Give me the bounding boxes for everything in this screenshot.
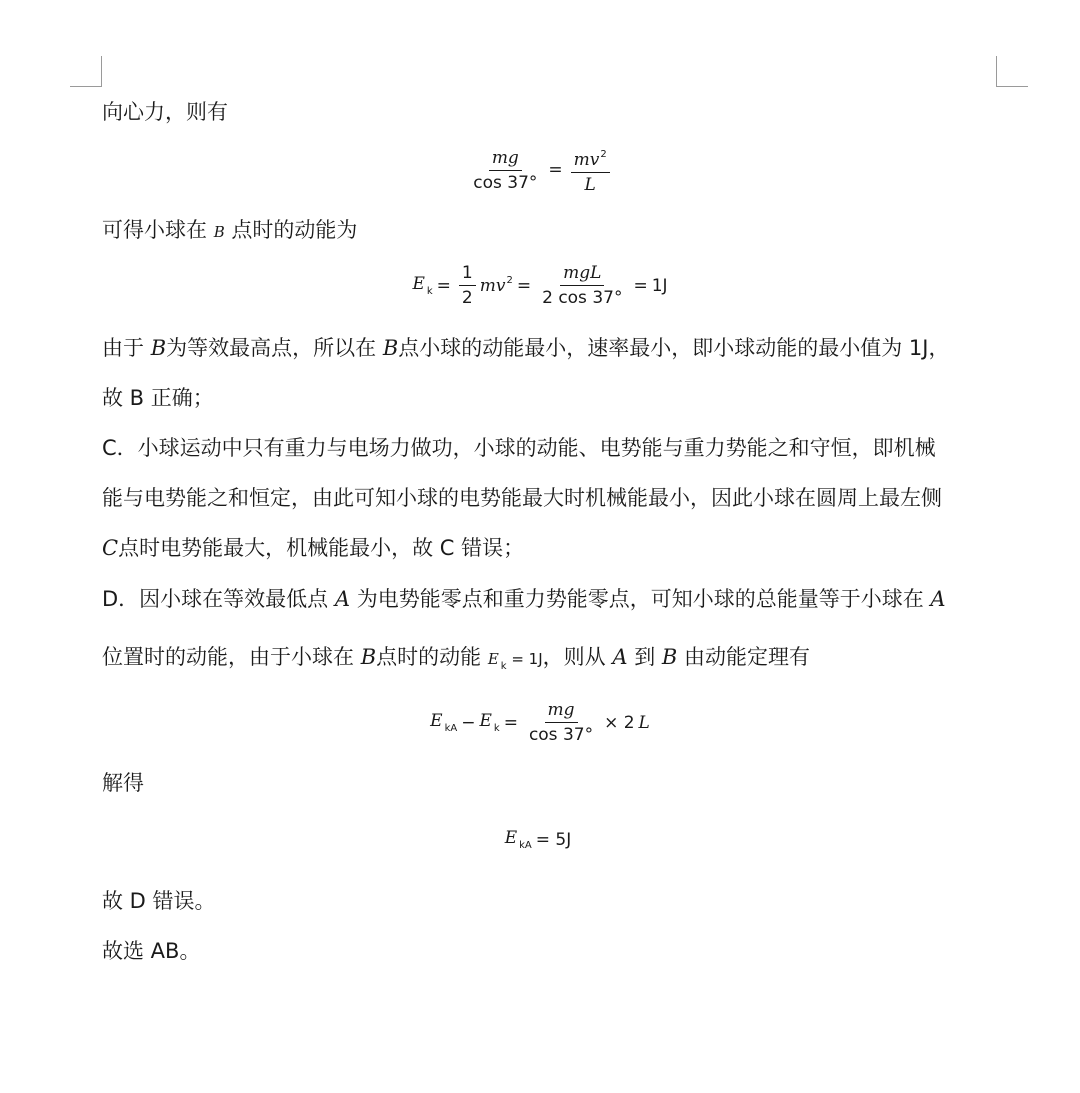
equation-work-energy (0, 700, 1080, 745)
symbol-b: B (213, 223, 225, 241)
denominator: 2 (461, 288, 473, 308)
numerator: mg (545, 700, 578, 723)
inline-ek-formula (487, 650, 543, 672)
symbol-e: E (430, 711, 443, 731)
symbol-c: C (102, 536, 119, 560)
symbol-e: E (479, 711, 492, 731)
equals-sign: = (503, 712, 518, 733)
text-line-option-d-2 (102, 642, 810, 682)
symbol-b: B (360, 645, 377, 669)
term-mv: mv (479, 276, 506, 296)
equation-centripetal (0, 145, 1080, 195)
symbol-b: B (150, 336, 167, 360)
subscript: kA (444, 723, 458, 734)
equals-sign: = (516, 275, 532, 296)
result: = 5J (535, 829, 572, 850)
symbol-b: B (382, 336, 399, 360)
text-line-answer: 故选 AB。 (102, 939, 201, 963)
fraction-left (470, 148, 540, 193)
equals-sign: = (633, 275, 648, 296)
fraction-right (571, 145, 610, 195)
subscript: kA (519, 840, 532, 851)
formula-rest: = 1J (511, 650, 543, 668)
equals-sign: = (548, 160, 563, 180)
exponent: 2 (506, 275, 513, 286)
text-segment: 点时的动能 (376, 645, 482, 669)
text-segment: 由于 (102, 336, 144, 360)
equation-kinetic-energy-b (0, 263, 1080, 308)
text-line-d-wrong: 故 D 错误。 (102, 889, 216, 913)
symbol-b: B (661, 645, 678, 669)
text-line-b-correct: 故 B 正确； (102, 386, 214, 410)
text-segment: 为等效最高点，所以在 (166, 336, 377, 360)
numerator: 1 (459, 263, 476, 286)
subscript: k (426, 286, 433, 297)
result: 1J (651, 275, 668, 296)
text-line-solve: 解得 (102, 771, 144, 795)
text-line-kinetic-energy (102, 215, 357, 247)
text-line-min-kinetic (102, 333, 949, 363)
text-segment: 由动能定理有 (684, 645, 811, 669)
equals-sign: = (436, 275, 451, 296)
symbol-l: L (638, 712, 650, 733)
text-segment: 点时的动能为 (231, 218, 358, 242)
fraction-mgl (539, 263, 625, 308)
text-segment: D．因小球在等效最低点 (102, 587, 329, 611)
text-line-option-c-3 (102, 533, 524, 563)
text-line-option-c-2: 能与电势能之和恒定，由此可知小球的电势能最大时机械能最小，因此小球在圆周上最左侧 (102, 486, 942, 510)
text-segment: ，则从 (542, 645, 606, 669)
text-segment: 为电势能零点和重力势能零点，可知小球的总能量等于小球在 (356, 587, 924, 611)
text-line-option-d-1 (102, 584, 946, 614)
numerator: mg (489, 148, 522, 171)
text-line-centripetal: 向心力，则有 (102, 100, 228, 124)
symbol-a: A (612, 645, 628, 669)
denominator: cos 37° (528, 725, 594, 745)
equation-result (0, 828, 1080, 851)
numerator: mgL (560, 263, 604, 286)
symbol-e: E (412, 274, 425, 294)
text-segment: 到 (634, 645, 656, 669)
denominator: cos 37° (473, 172, 538, 193)
fraction-mg (526, 700, 596, 745)
text-line-option-c-1: C．小球运动中只有重力与电场力做功，小球的动能、电势能与重力势能之和守恒，即机械 (102, 436, 936, 460)
exponent: 2 (600, 149, 607, 160)
denominator: 2 cos 37° (542, 288, 623, 308)
text-segment: 点时电势能最大，机械能最小，故 C 错误； (118, 536, 525, 560)
text-segment: 位置时的动能，由于小球在 (102, 645, 354, 669)
subscript: k (500, 661, 507, 672)
symbol-e: E (487, 650, 499, 668)
numerator: mv (573, 150, 600, 170)
fraction-half (459, 263, 476, 308)
denominator: L (584, 175, 596, 195)
subscript: k (493, 723, 500, 734)
times-factor: × 2 (604, 712, 635, 733)
text-segment: 点小球的动能最小，速率最小，即小球动能的最小值为 1J， (398, 336, 950, 360)
symbol-a: A (334, 587, 351, 611)
text-segment: 可得小球在 (102, 218, 207, 242)
symbol-e: E (504, 828, 518, 848)
symbol-a: A (930, 587, 946, 611)
minus-sign: − (461, 712, 476, 733)
